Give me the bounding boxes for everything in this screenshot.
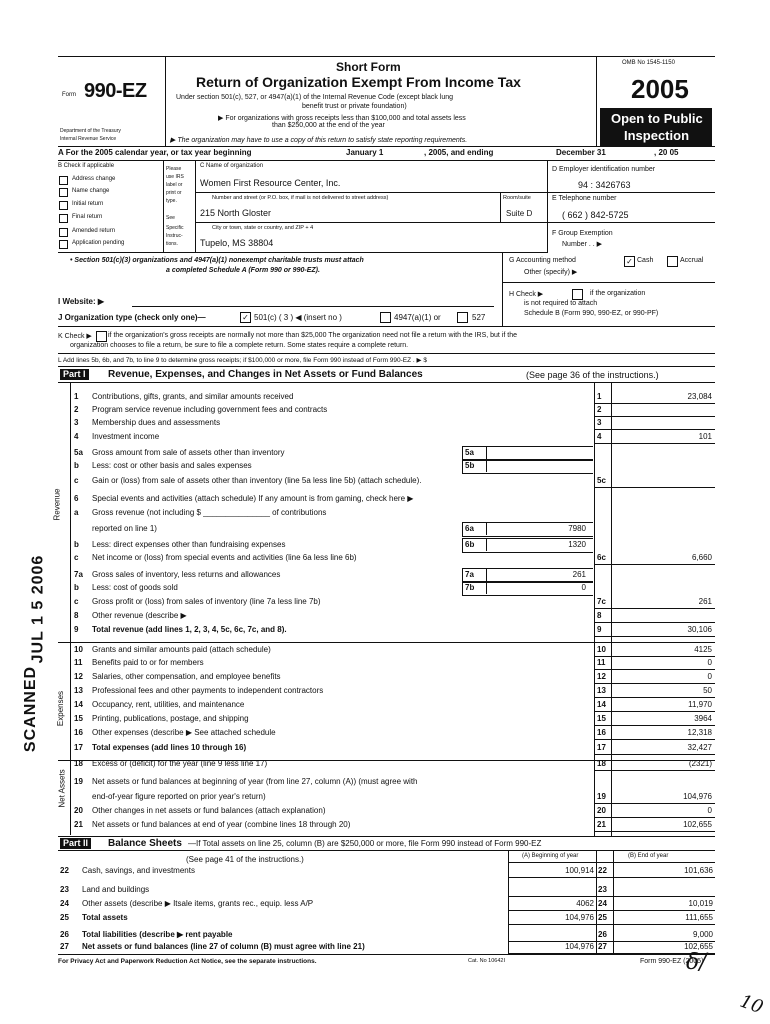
checkbox-schedule-b[interactable] (572, 289, 583, 300)
line-number: 21 (74, 820, 83, 829)
checkbox-name-change[interactable] (59, 188, 68, 197)
bs-line-number: 22 (60, 866, 69, 875)
line-amount[interactable]: 0 (707, 806, 712, 815)
line-box-label: 9 (597, 625, 602, 634)
ein-label: D Employer identification number (552, 166, 656, 173)
group-exemption-label: F Group Exemption (552, 230, 613, 237)
line-box-label: 17 (597, 743, 606, 752)
amount-row-rule (594, 803, 715, 804)
line-amount[interactable]: 6,660 (691, 553, 712, 562)
col-b-header: (B) End of year (628, 853, 669, 859)
amount-row-rule (594, 739, 715, 740)
line-number: 20 (74, 806, 83, 815)
suite[interactable]: Suite D (506, 209, 533, 218)
part-1-title: Revenue, Expenses, and Changes in Net Assets or Fund Balances (108, 369, 423, 380)
line-amount[interactable]: 11,970 (688, 700, 712, 709)
amount-row-rule (594, 622, 715, 623)
scanned-date-stamp: JUL 1 5 2006 (29, 554, 47, 664)
section-501-note-2: a completed Schedule A (Form 990 or 990-EZ). (166, 267, 320, 274)
org-name[interactable]: Women First Resource Center, Inc. (200, 178, 341, 188)
line-text: Less: cost of goods sold (92, 583, 178, 592)
line-number: 3 (74, 418, 79, 427)
line-a-mid: , 2005, and ending (424, 148, 494, 157)
bs-end-value[interactable]: 101,636 (684, 866, 713, 875)
label-amended-return: Amended return (72, 228, 116, 234)
line-h-text-4: Schedule B (Form 990, 990-EZ, or 990-PF) (524, 310, 659, 317)
side-label-expenses: Expenses (56, 690, 66, 727)
section-501-note-1: • Section 501(c)(3) organizations and 4947(a)(1) nonexempt charitable trusts must attach (70, 257, 364, 264)
inner-box-value[interactable]: 1320 (568, 540, 586, 549)
line-text: Occupancy, rent, utilities, and maintenance (92, 700, 245, 709)
inner-box-value[interactable]: 7980 (568, 524, 586, 533)
line-number: 10 (74, 645, 83, 654)
bs-line-number: 27 (60, 942, 69, 951)
inner-box-divider (486, 538, 487, 551)
inner-box-divider (486, 459, 487, 472)
line-number: c (74, 597, 79, 606)
subtitle-1: Under section 501(c), 527, or 4947(a)(1) of the Internal Revenue Code (except black lung (176, 94, 454, 101)
street-address[interactable]: 215 North Gloster (200, 208, 272, 218)
bs-begin-value[interactable]: 100,914 (565, 866, 594, 875)
irs-label-4: type. (166, 198, 177, 204)
line-text: Membership dues and assessments (92, 418, 221, 427)
bs-end-value[interactable]: 102,655 (684, 942, 713, 951)
line-text: Salaries, other compensation, and employee benefits (92, 672, 281, 681)
line-amount[interactable]: 261 (698, 597, 712, 606)
website-label: I Website: ▶ (58, 297, 105, 306)
checkbox-527[interactable] (457, 312, 468, 323)
cash-label: Cash (637, 257, 654, 264)
amount-row-rule (594, 487, 715, 488)
line-number: 4 (74, 432, 79, 441)
omb-number: OMB No 1545-1150 (622, 60, 675, 66)
irs-label-2: label or (166, 182, 183, 188)
line-box-label: 14 (597, 700, 606, 709)
form-number: 990-EZ (84, 80, 147, 102)
irs-label-0: Please (166, 166, 182, 172)
street-label: Number and street (or P.O. box, if mail is not delivered to street address) (212, 195, 389, 201)
line-text: Less: cost or other basis and sales expenses (92, 461, 252, 470)
line-amount[interactable]: 0 (707, 672, 712, 681)
bs-line-number: 23 (60, 885, 69, 894)
checkbox-4947[interactable] (380, 312, 391, 323)
amount-row-rule (594, 831, 715, 832)
bs-line-text: Net assets or fund balances (line 27 of column (B) must agree with line 21) (82, 942, 365, 951)
inner-box-label: 5b (465, 461, 475, 470)
line-box-label: 11 (597, 658, 606, 667)
line-text: Special events and activities (attach schedule) If any amount is from gaming, check here ▶ (92, 494, 414, 503)
line-l-text: L Add lines 5b, 6b, and 7b, to line 9 to determine gross receipts; if $100,000 or more, file Form 990 instead of Form 990-EZ . ▶ $ (58, 357, 427, 364)
line-amount[interactable]: 104,976 (683, 792, 712, 801)
line-number: 17 (74, 743, 83, 752)
line-text: Contributions, gifts, grants, and similar amounts received (92, 392, 294, 401)
bs-begin-value[interactable]: 104,976 (565, 942, 594, 951)
line-text: Less: direct expenses other than fundraising expenses (92, 540, 286, 549)
line-amount[interactable]: 50 (703, 686, 712, 695)
form-word: Form (62, 92, 76, 98)
line-number: 11 (74, 658, 83, 667)
checkbox-address-change[interactable] (59, 176, 68, 185)
inner-box-value[interactable]: 0 (581, 583, 586, 592)
irs-label-1: use IRS (166, 174, 184, 180)
telephone-label: E Telephone number (552, 195, 617, 202)
inner-box-value[interactable]: 261 (572, 570, 586, 579)
line-amount[interactable]: 102,655 (683, 820, 712, 829)
bs-box-label: 25 (598, 913, 607, 922)
amount-row-rule (594, 656, 715, 657)
amount-row-rule (594, 725, 715, 726)
line-text: Other revenue (describe ▶ (92, 611, 187, 620)
line-text: Printing, publications, postage, and shipping (92, 714, 249, 723)
line-amount[interactable]: 3964 (694, 714, 712, 723)
amount-row-rule (594, 754, 715, 755)
part-2-title: Balance Sheets (108, 838, 182, 849)
bs-line-number: 25 (60, 913, 69, 922)
handwritten-page-number: 10 (737, 990, 766, 1019)
amount-row-rule (594, 443, 715, 444)
line-text: Benefits paid to or for members (92, 658, 204, 667)
line-number: a (74, 508, 79, 517)
part-2-tag: Part II (60, 838, 91, 849)
subtitle-4: than $250,000 at the end of the year (272, 122, 385, 129)
bs-box-label: 27 (598, 942, 607, 951)
line-k-text-1: if the organization's gross receipts are normally not more than $25,000 The organization need not file a return with the IRS, but if the (108, 332, 517, 339)
line-a-label: A For the 2005 calendar year, or tax year beginning (58, 148, 252, 157)
bs-row-rule (508, 910, 715, 911)
line-text: Total expenses (add lines 10 through 16) (92, 743, 247, 752)
label-address-change: Address change (72, 176, 116, 182)
org-type-527: 527 (472, 313, 486, 322)
handwritten-initials: δ/ (686, 950, 707, 975)
amount-col-rule-2 (611, 382, 612, 836)
line-box-label: 2 (597, 405, 602, 414)
inner-box-label: 6b (465, 540, 475, 549)
irs-label-8: tions. (166, 241, 178, 247)
line-box-label: 6c (597, 553, 606, 562)
line-box-label: 4 (597, 432, 602, 441)
line-number: c (74, 476, 79, 485)
line-number: b (74, 540, 79, 549)
bs-row-rule (508, 924, 715, 925)
amount-row-rule (594, 403, 715, 404)
inner-box-divider (486, 581, 487, 594)
line-box-label: 18 (597, 759, 606, 768)
side-label-net-assets: Net Assets (57, 769, 67, 808)
line-text: Net income or (loss) from special events and activities (line 6a less line 6b) (92, 553, 357, 562)
line-number: b (74, 461, 79, 470)
org-name-label: C Name of organization (200, 163, 264, 169)
inner-box-divider (486, 568, 487, 581)
form-title: Return of Organization Exempt From Income Tax (196, 74, 521, 90)
bs-box-label: 26 (598, 930, 607, 939)
line-number: 6 (74, 494, 79, 503)
scanned-stamp: SCANNED (22, 665, 40, 753)
line-text: Gain or (loss) from sale of assets other than inventory (line 5a less line 5b) (attach schedule). (92, 476, 422, 485)
amount-row-rule (594, 770, 715, 771)
bs-begin-value[interactable]: 104,976 (565, 913, 594, 922)
check-if-applicable: B Check if applicable (58, 163, 115, 169)
line-text: Gross revenue (not including $ _______________ of contributions (92, 508, 327, 517)
line-text: Gross profit or (loss) from sales of inventory (line 7a less line 7b) (92, 597, 321, 606)
org-type-501c: 501(c) ( 3 ) ◀ (insert no ) (254, 313, 342, 322)
line-text: Net assets or fund balances at beginning of year (from line 27, column (A)) (must agree with (92, 777, 418, 786)
line-box-label: 5c (597, 476, 606, 485)
line-amount[interactable]: 30,106 (687, 625, 712, 634)
title-short-form: Short Form (336, 60, 401, 74)
subtitle-2: benefit trust or private foundation) (302, 103, 407, 110)
line-k-text-2: organization chooses to file a return, be sure to file a complete return. Some states require a complete return. (70, 342, 409, 349)
bs-line-text: Total assets (82, 913, 128, 922)
line-amount[interactable]: (2321) (688, 759, 712, 768)
line-h-text-3: is not required to attach (524, 300, 598, 307)
line-text: Grants and similar amounts paid (attach schedule) (92, 645, 271, 654)
line-amount[interactable]: 0 (707, 658, 712, 667)
amount-row-rule (594, 711, 715, 712)
line-number: 8 (74, 611, 79, 620)
amount-row-rule (594, 608, 715, 609)
line-amount[interactable]: 12,318 (687, 728, 712, 737)
line-number: 19 (74, 777, 83, 786)
label-initial-return: Initial return (72, 201, 104, 207)
checkbox-accrual[interactable] (667, 256, 678, 267)
org-type-label: J Organization type (check only one)— (58, 313, 206, 322)
checkbox-501c[interactable]: ✓ (240, 312, 251, 323)
bs-line-text: Total liabilities (describe ▶ rent payable (82, 930, 233, 939)
amount-col-rule-1 (594, 382, 595, 836)
line-number: 7a (74, 570, 83, 579)
line-text: end-of-year figure reported on prior year's return) (92, 792, 266, 801)
checkbox-line-k[interactable] (96, 331, 107, 342)
side-label-revenue: Revenue (52, 488, 62, 521)
line-text: Net assets or fund balances at end of year (combine lines 18 through 20) (92, 820, 351, 829)
inner-box-label: 7a (465, 570, 474, 579)
part-2-see-page: (See page 41 of the instructions.) (186, 855, 304, 864)
telephone[interactable]: ( 662 ) 842-5725 (562, 210, 629, 220)
bs-line-number: 24 (60, 899, 69, 908)
bs-row-rule (508, 877, 715, 878)
line-number: 12 (74, 672, 83, 681)
inner-box-divider (486, 522, 487, 535)
subtitle-3: ▶ For organizations with gross receipts less than $100,000 and total assets less (218, 115, 466, 122)
group-exemption-number: Number . . ▶ (562, 241, 603, 248)
checkbox-cash[interactable]: ✓ (624, 256, 635, 267)
line-h-text-2: if the organization (590, 290, 646, 297)
irs-label-3: print or (166, 190, 182, 196)
line-text: Excess or (deficit) for the year (line 9 less line 17) (92, 759, 268, 768)
bs-end-value[interactable]: 10,019 (688, 899, 713, 908)
label-application-pending: Application pending (72, 240, 125, 246)
line-amount[interactable]: 32,427 (687, 743, 712, 752)
line-k-check: K Check ▶ (58, 333, 92, 340)
line-box-label: 21 (597, 820, 606, 829)
line-number: 9 (74, 625, 79, 634)
irs-label-6: Specific (166, 225, 184, 231)
checkbox-final-return[interactable] (59, 214, 68, 223)
tax-year-begin: January 1 (346, 148, 384, 157)
accrual-label: Accrual (680, 257, 704, 264)
bs-end-value[interactable]: 9,000 (692, 930, 713, 939)
city-label: City or town, state or country, and ZIP + 4 (212, 225, 314, 231)
bs-line-text: Land and buildings (82, 885, 150, 894)
line-text: Investment income (92, 432, 160, 441)
line-box-label: 7c (597, 597, 606, 606)
line-box-label: 13 (597, 686, 606, 695)
org-type-4947: 4947(a)(1) or (394, 313, 441, 322)
accounting-other: Other (specify) ▶ (524, 269, 578, 276)
bs-box-label: 23 (598, 885, 607, 894)
line-box-label: 19 (597, 792, 606, 801)
line-number: 1 (74, 392, 79, 401)
amount-row-rule (594, 669, 715, 670)
line-box-label: 12 (597, 672, 606, 681)
line-number: c (74, 553, 79, 562)
bs-line-number: 26 (60, 930, 69, 939)
open-to-public: Open to Public (611, 111, 703, 126)
label-final-return: Final return (72, 214, 103, 220)
line-box-label: 16 (597, 728, 606, 737)
subtitle-5: ▶ The organization may have to use a copy of this return to satisfy state reporting requirements. (170, 137, 468, 144)
bs-line-text: Other assets (describe ▶ Itsale items, grants rec., equip. less A/P (82, 899, 314, 908)
bs-row-rule (508, 896, 715, 897)
line-amount[interactable]: 23,084 (687, 392, 712, 401)
tax-year-end-year: , 20 05 (654, 148, 679, 157)
line-box-label: 15 (597, 714, 606, 723)
bs-box-label: 24 (598, 899, 607, 908)
line-box-label: 10 (597, 645, 606, 654)
bs-end-value[interactable]: 111,655 (685, 913, 713, 922)
checkbox-application-pending[interactable] (59, 240, 68, 249)
line-text: Professional fees and other payments to independent contractors (92, 686, 324, 695)
tax-year-end: December 31 (556, 148, 606, 157)
bs-begin-value[interactable]: 4062 (576, 899, 594, 908)
line-number: 5a (74, 448, 83, 457)
dept-line-2: Internal Revenue Service (60, 136, 117, 142)
footer-cat-no: Cat. No 10642I (468, 958, 505, 964)
line-amount[interactable]: 101 (698, 432, 712, 441)
line-number: 15 (74, 714, 83, 723)
line-text: reported on line 1) (92, 524, 157, 533)
amount-row-rule (594, 564, 715, 565)
line-number: 18 (74, 759, 83, 768)
footer-form: Form 990-EZ (2005) (640, 958, 704, 965)
part-2-title-tail: —If Total assets on line 25, column (B) are $250,000 or more, file Form 990 instead of Form 990-EZ (188, 839, 542, 848)
line-text: Gross amount from sale of assets other than inventory (92, 448, 285, 457)
accounting-method-label: G Accounting method (509, 257, 576, 264)
line-h-check: H Check ▶ (509, 291, 544, 298)
line-text: Program service revenue including government fees and contracts (92, 405, 328, 414)
line-number: 2 (74, 405, 79, 414)
ein[interactable]: 94 : 3426763 (578, 180, 631, 190)
tax-year: 2005 (631, 74, 689, 104)
label-name-change: Name change (72, 188, 110, 194)
dept-line-1: Department of the Treasury (60, 128, 121, 134)
line-number: 16 (74, 728, 83, 737)
part-1-tag: Part I (60, 369, 89, 380)
line-box-label: 3 (597, 418, 602, 427)
line-box-label: 1 (597, 392, 602, 401)
col-a-header: (A) Beginning of year (522, 853, 579, 859)
inner-box-label: 5a (465, 448, 474, 457)
amount-row-rule (594, 697, 715, 698)
line-number: b (74, 583, 79, 592)
line-box-label: 8 (597, 611, 602, 620)
line-number: 13 (74, 686, 83, 695)
line-box-label: 20 (597, 806, 606, 815)
part-1-title-tail: (See page 36 of the instructions.) (526, 370, 659, 380)
amount-row-rule (594, 429, 715, 430)
room-label: Room/suite (503, 195, 531, 201)
line-text: Other expenses (describe ▶ See attached schedule (92, 728, 276, 737)
line-text: Total revenue (add lines 1, 2, 3, 4, 5c, 6c, 7c, and 8). (92, 625, 287, 634)
line-number: 14 (74, 700, 83, 709)
amount-row-rule (594, 683, 715, 684)
inspection: Inspection (624, 128, 690, 143)
city-state-zip[interactable]: Tupelo, MS 38804 (200, 238, 274, 248)
amount-row-rule (594, 416, 715, 417)
inner-box-label: 6a (465, 524, 474, 533)
amount-row-rule (594, 636, 715, 637)
line-amount[interactable]: 4125 (694, 645, 712, 654)
bs-box-label: 22 (598, 866, 607, 875)
inner-box-label: 7b (465, 583, 475, 592)
irs-label-5: See (166, 215, 175, 221)
checkbox-amended-return[interactable] (59, 228, 68, 237)
footer-privacy: For Privacy Act and Paperwork Reduction Act Notice, see the separate instructions. (58, 958, 317, 965)
line-text: Gross sales of inventory, less returns and allowances (92, 570, 281, 579)
bs-line-text: Cash, savings, and investments (82, 866, 195, 875)
inner-box-divider (486, 446, 487, 459)
inner-box (462, 459, 593, 474)
amount-row-rule (594, 817, 715, 818)
irs-label-7: Instruc- (166, 233, 183, 239)
line-text: Other changes in net assets or fund balances (attach explanation) (92, 806, 326, 815)
checkbox-initial-return[interactable] (59, 201, 68, 210)
